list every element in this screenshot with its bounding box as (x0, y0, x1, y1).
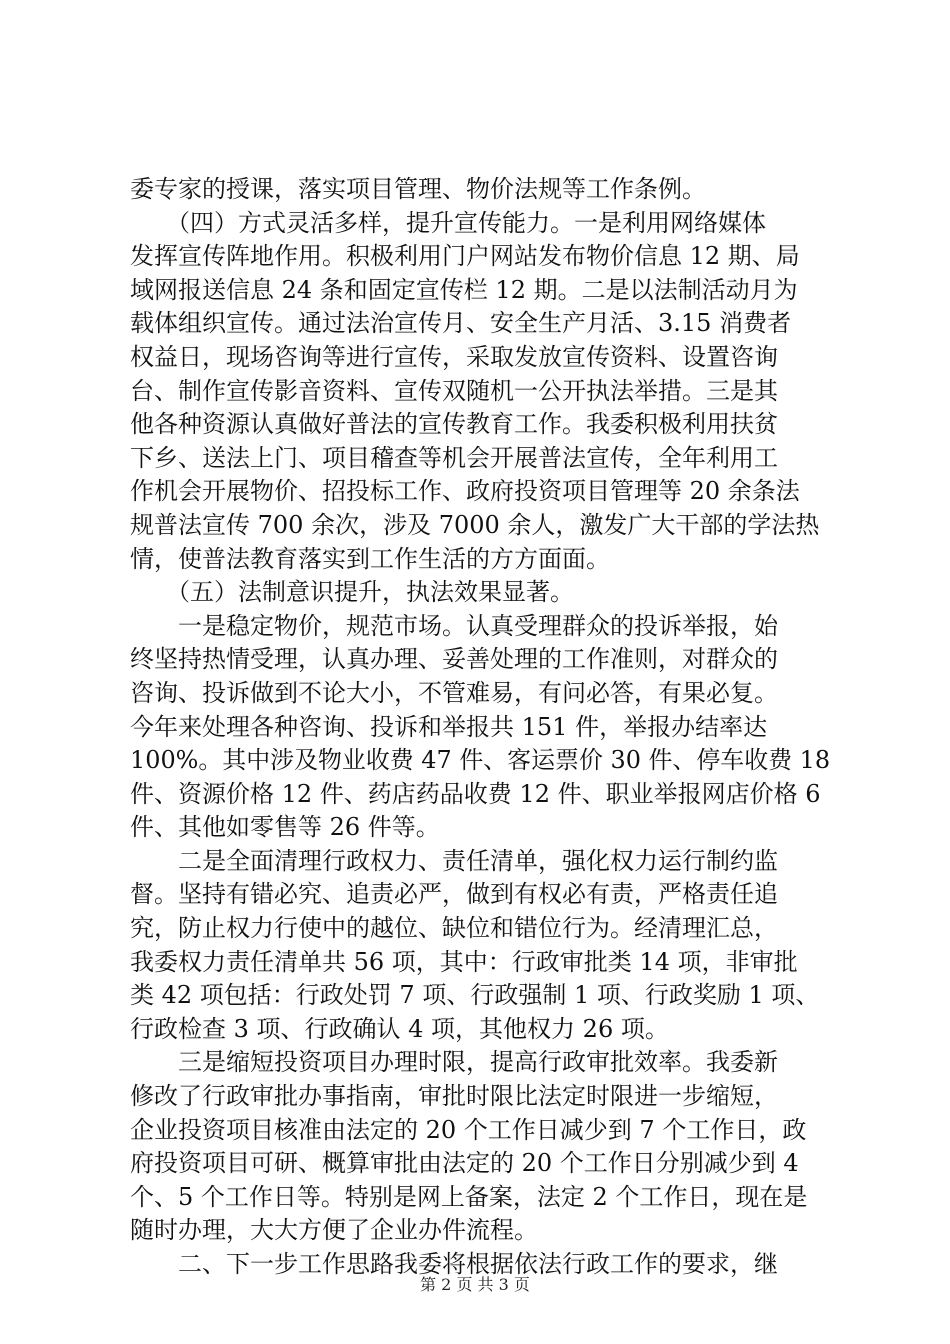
text-line: 二、下一步工作思路我委将根据依法行政工作的要求，继 (130, 1250, 778, 1278)
text-line: 督。坚持有错必究、追责必严，做到有权必有责，严格责任追 (130, 880, 778, 909)
text-line: 域网报送信息 24 条和固定宣传栏 12 期。二是以法制活动月为 (130, 275, 798, 304)
text-line: 100%。其中涉及物业收费 47 件、客运票价 30 件、停车收费 18 (130, 746, 831, 775)
text-line: 三是缩短投资项目办理时限，提高行政审批效率。我委新 (130, 1048, 778, 1077)
text-line: 一是稳定物价，规范市场。认真受理群众的投诉举报，始 (130, 611, 778, 640)
page-footer: 第 2 页 共 3 页 (420, 1275, 530, 1294)
text-line: 行政检查 3 项、行政确认 4 项，其他权力 26 项。 (130, 1014, 669, 1043)
text-line: 件、资源价格 12 件、药店药品收费 12 件、职业举报网店价格 6 (130, 779, 821, 808)
text-line: 载体组织宣传。通过法治宣传月、安全生产月活、3.15 消费者 (130, 309, 792, 338)
text-line: 随时办理，大大方便了企业办件流程。 (130, 1216, 538, 1245)
body-text (130, 173, 830, 1282)
text-line: 委专家的授课，落实项目管理、物价法规等工作条例。 (130, 175, 706, 203)
text-line: 究，防止权力行使中的越位、缺位和错位行为。经清理汇总， (130, 914, 778, 943)
text-line: 二是全面清理行政权力、责任清单，强化权力运行制约监 (130, 846, 778, 875)
text-line: 我委权力责任清单共 56 项，其中：行政审批类 14 项，非审批 (130, 947, 798, 976)
text-line: 件、其他如零售等 26 件等。 (130, 813, 440, 842)
text-line: 咨询、投诉做到不论大小，不管难易，有问必答，有果必复。 (130, 678, 778, 707)
text-line: 类 42 项包括：行政处罚 7 项、行政强制 1 项、行政奖励 1 项、 (130, 981, 820, 1010)
text-line: 情，使普法教育落实到工作生活的方方面面。 (130, 544, 610, 573)
text-line: 作机会开展物价、招投标工作、政府投资项目管理等 20 余条法 (130, 477, 800, 506)
text-line: （四）方式灵活多样，提升宣传能力。一是利用网络媒体 (130, 208, 766, 237)
text-line: 终坚持热情受理，认真办理、妥善处理的工作准则，对群众的 (130, 645, 778, 674)
text-line: 个、5 个工作日等。特别是网上备案，法定 2 个工作日，现在是 (130, 1182, 808, 1211)
text-line: 下乡、送法上门、项目稽查等机会开展普法宣传，全年利用工 (130, 443, 778, 472)
text-line: 企业投资项目核准由法定的 20 个工作日减少到 7 个工作日，政 (130, 1115, 807, 1144)
text-line: 今年来处理各种咨询、投诉和举报共 151 件，举报办结率达 (130, 712, 768, 741)
text-line: 府投资项目可研、概算审批由法定的 20 个工作日分别减少到 4 (130, 1149, 799, 1178)
text-line: 修改了行政审批办事指南，审批时限比法定时限进一步缩短， (130, 1082, 778, 1111)
text-line: 他各种资源认真做好普法的宣传教育工作。我委积极利用扶贫 (130, 410, 778, 439)
text-line: 规普法宣传 700 余次，涉及 7000 余人，激发广大干部的学法热 (130, 510, 820, 539)
text-line: 台、制作宣传影音资料、宣传双随机一公开执法举措。三是其 (130, 376, 778, 405)
text-line: 发挥宣传阵地作用。积极利用门户网站发布物价信息 12 期、局 (130, 242, 800, 271)
text-line: （五）法制意识提升，执法效果显著。 (130, 578, 574, 607)
text-line: 权益日，现场咨询等进行宣传，采取发放宣传资料、设置咨询 (130, 342, 778, 371)
